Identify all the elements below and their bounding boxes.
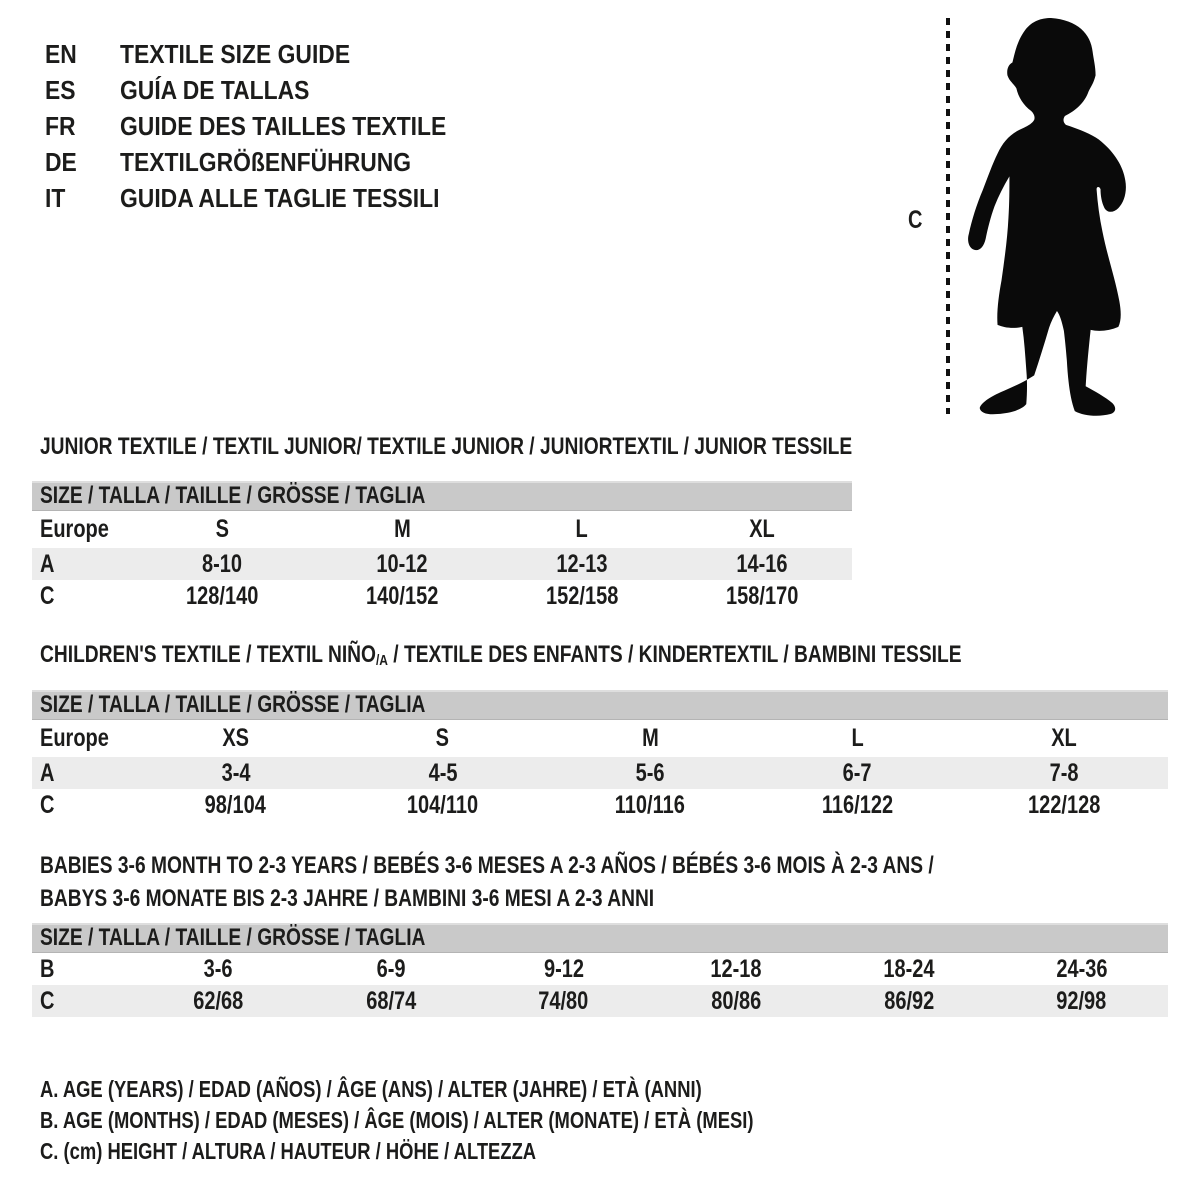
- table-cell: 14-16: [736, 549, 788, 578]
- table-cell: 3-4: [221, 758, 251, 787]
- table-cell: 3-6: [203, 954, 233, 983]
- table-cell: 24-36: [1056, 954, 1108, 983]
- junior-size-table: [32, 481, 852, 612]
- table-cell: 8-10: [201, 549, 243, 578]
- row-label: Europe: [40, 515, 109, 543]
- height-measure-label: C: [908, 206, 923, 234]
- table-cell: 140/152: [365, 581, 439, 610]
- table-cell: 9-12: [543, 954, 584, 983]
- table-cell: L: [575, 515, 589, 543]
- babies-size-table: [32, 923, 1168, 1017]
- table-cell: 6-9: [376, 954, 406, 983]
- table-cell: 4-5: [428, 758, 458, 787]
- table-cell: 110/116: [614, 790, 686, 819]
- table-cell: 10-12: [376, 549, 428, 578]
- table-cell: XS: [222, 724, 249, 752]
- language-row-en: [45, 36, 491, 72]
- language-row-de: [45, 144, 491, 180]
- language-code: IT: [45, 182, 66, 213]
- language-row-es: [45, 72, 491, 108]
- height-measure-dotted-line: [946, 18, 950, 414]
- table-cell: 5-6: [635, 758, 665, 787]
- guide-title-de: TEXTILGRÖßENFÜHRUNG: [120, 146, 412, 177]
- table-cell: 12-13: [556, 549, 608, 578]
- table-row: [32, 548, 852, 580]
- table-row: [32, 720, 1168, 757]
- table-row: [32, 580, 852, 612]
- row-label: C: [40, 790, 55, 819]
- table-row: [32, 953, 1168, 985]
- table-row: [32, 757, 1168, 789]
- table-cell: XL: [1051, 724, 1078, 752]
- table-cell: 158/170: [725, 581, 799, 610]
- table-cell: 62/68: [193, 986, 244, 1015]
- table-cell: 6-7: [842, 758, 872, 787]
- language-code: EN: [45, 38, 77, 69]
- table-cell: L: [851, 724, 864, 752]
- table-cell: S: [436, 724, 450, 752]
- measurement-legend: [40, 1074, 932, 1167]
- nino-a-subscript: /A: [375, 652, 388, 669]
- table-cell: 80/86: [711, 986, 762, 1015]
- table-cell: 116/122: [821, 790, 893, 819]
- babies-section-title: BABIES 3-6 MONTH TO 2-3 YEARS / BEBÉS 3-6 MESES A 2-3 AÑOS / BÉBÉS 3-6 MOIS À 2-3 ANS / BABYS 3-6 MONATE BIS 2-3 JAHRE / BAMBINI 3-6 MESI A 2-3 ANNI: [40, 852, 934, 912]
- row-label: Europe: [40, 724, 109, 752]
- table-cell: 152/158: [545, 581, 619, 610]
- table-cell: 68/74: [365, 986, 417, 1015]
- table-cell: 92/98: [1056, 986, 1107, 1015]
- language-row-it: [45, 180, 491, 216]
- row-label: C: [40, 986, 55, 1015]
- guide-title-es: GUÍA DE TALLAS: [120, 74, 310, 105]
- legend-line-b: B. AGE (MONTHS) / EDAD (MESES) / ÂGE (MOIS) / ALTER (MONATE) / ETÀ (MESI): [40, 1107, 754, 1133]
- row-label: C: [40, 581, 55, 610]
- table-cell: 128/140: [185, 581, 259, 610]
- table-cell: 104/110: [407, 790, 479, 819]
- legend-line-a: A. AGE (YEARS) / EDAD (AÑOS) / ÂGE (ANS) / ALTER (JAHRE) / ETÀ (ANNI): [40, 1076, 702, 1102]
- size-table-header: SIZE / TALLA / TAILLE / GRÖSSE / TAGLIA: [32, 481, 852, 511]
- table-cell: 74/80: [538, 986, 589, 1015]
- legend-line-c: C. (cm) HEIGHT / ALTURA / HAUTEUR / HÖHE / ALTEZZA: [40, 1138, 537, 1164]
- children-size-table: [32, 690, 1168, 821]
- table-row: [32, 789, 1168, 821]
- size-table-header: SIZE / TALLA / TAILLE / GRÖSSE / TAGLIA: [32, 690, 1168, 720]
- row-label: B: [40, 954, 55, 983]
- guide-title-fr: GUIDE DES TAILLES TEXTILE: [120, 110, 447, 141]
- table-cell: M: [393, 515, 411, 543]
- row-label: A: [40, 758, 55, 787]
- junior-section-title: JUNIOR TEXTILE / TEXTIL JUNIOR/ TEXTILE JUNIOR / JUNIORTEXTIL / JUNIOR TESSILE: [40, 433, 853, 460]
- row-label: A: [40, 549, 55, 578]
- table-cell: 98/104: [205, 790, 267, 819]
- table-cell: 7-8: [1049, 758, 1079, 787]
- table-cell: 122/128: [1028, 790, 1101, 819]
- table-cell: 12-18: [710, 954, 762, 983]
- table-cell: XL: [749, 515, 775, 543]
- table-cell: 18-24: [883, 954, 935, 983]
- table-cell: 86/92: [883, 986, 935, 1015]
- language-code: FR: [45, 110, 76, 141]
- children-section-title: CHILDREN'S TEXTILE / TEXTIL NIÑO/A / TEXTILE DES ENFANTS / KINDERTEXTIL / BAMBINI TESSILE: [40, 641, 962, 669]
- toddler-silhouette-icon: [963, 12, 1143, 418]
- table-cell: S: [215, 515, 229, 543]
- language-row-fr: [45, 108, 491, 144]
- table-cell: M: [641, 724, 659, 752]
- table-row: [32, 985, 1168, 1017]
- language-code: ES: [45, 74, 76, 105]
- language-code: DE: [45, 146, 77, 177]
- size-table-header: SIZE / TALLA / TAILLE / GRÖSSE / TAGLIA: [32, 923, 1168, 953]
- guide-title-en: TEXTILE SIZE GUIDE: [120, 38, 351, 69]
- language-guide-list: [45, 36, 491, 216]
- guide-title-it: GUIDA ALLE TAGLIE TESSILI: [120, 182, 440, 213]
- table-row: [32, 511, 852, 548]
